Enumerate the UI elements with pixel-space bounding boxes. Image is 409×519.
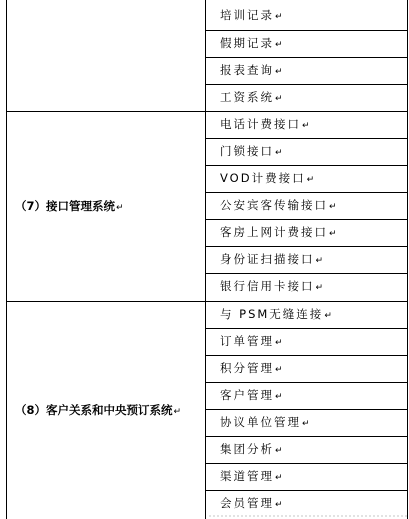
row-divider <box>205 273 408 274</box>
section-divider-7 <box>6 111 408 112</box>
table-cell: 集团分析↵ <box>220 442 283 456</box>
table-cell: 门锁接口↵ <box>220 144 283 158</box>
row-divider <box>205 463 408 464</box>
section-title-interface-management: （7）接口管理系统↵ <box>15 199 124 213</box>
row-divider <box>205 138 408 139</box>
table-cell: 培训记录↵ <box>220 8 283 22</box>
row-divider <box>205 165 408 166</box>
table-cell: 电话计费接口↵ <box>220 117 310 131</box>
row-divider <box>205 192 408 193</box>
row-divider <box>205 328 408 329</box>
page-break-dots <box>208 513 409 519</box>
table-cell: 假期记录↵ <box>220 36 283 50</box>
row-divider <box>205 246 408 247</box>
table-right-border <box>407 0 408 519</box>
table-cell: 渠道管理↵ <box>220 469 283 483</box>
table-cell: 银行信用卡接口↵ <box>220 279 324 293</box>
table-cell: 积分管理↵ <box>220 361 283 375</box>
table-cell: 报表查询↵ <box>220 63 283 77</box>
table-left-border <box>6 0 7 519</box>
section-divider-8 <box>6 301 408 302</box>
row-divider <box>205 490 408 491</box>
table-column-divider <box>205 0 206 519</box>
row-divider <box>205 436 408 437</box>
table-cell: 公安宾客传输接口↵ <box>220 198 337 212</box>
table-cell: 会员管理↵ <box>220 496 283 510</box>
table-cell: 工资系统↵ <box>220 90 283 104</box>
table-cell: VOD计费接口↵ <box>220 171 315 185</box>
table-cell: 客房上网计费接口↵ <box>220 225 337 239</box>
table-cell: 客户管理↵ <box>220 388 283 402</box>
table-cell: 协议单位管理↵ <box>220 415 310 429</box>
row-divider <box>205 409 408 410</box>
row-divider <box>205 57 408 58</box>
section-title-crm-central-reservation: （8）客户关系和中央预订系统↵ <box>15 403 182 417</box>
row-divider <box>205 30 408 31</box>
table-cell: 身份证扫描接口↵ <box>220 252 324 266</box>
table-cell: 与 PSM无缝连接↵ <box>220 307 332 321</box>
row-divider <box>205 219 408 220</box>
row-divider <box>205 382 408 383</box>
row-divider <box>205 84 408 85</box>
row-divider <box>205 355 408 356</box>
table-cell: 订单管理↵ <box>220 334 283 348</box>
